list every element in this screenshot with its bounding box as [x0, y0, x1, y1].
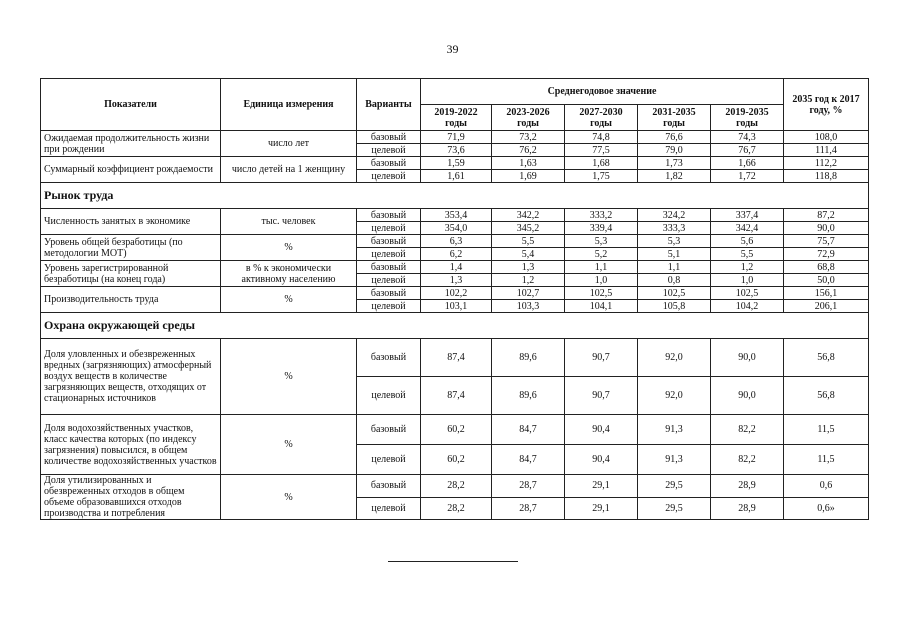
variant-cell: целевой [357, 274, 421, 287]
value-cell: 87,4 [421, 339, 492, 377]
value-cell: 76,2 [492, 144, 565, 157]
value-cell: 6,2 [421, 248, 492, 261]
value-cell: 108,0 [784, 131, 869, 144]
value-cell: 84,7 [492, 445, 565, 475]
value-cell: 56,8 [784, 339, 869, 377]
value-cell: 90,0 [711, 377, 784, 415]
indicator-name: Уровень зарегистрированной безработицы (на конец года) [41, 261, 221, 287]
value-cell: 111,4 [784, 144, 869, 157]
variant-cell: целевой [357, 377, 421, 415]
value-cell: 90,7 [565, 377, 638, 415]
page-number: 39 [446, 42, 459, 56]
value-cell: 1,0 [711, 274, 784, 287]
table-row [41, 415, 869, 445]
value-cell: 28,2 [421, 475, 492, 498]
value-cell: 1,73 [638, 157, 711, 170]
value-cell: 90,0 [711, 339, 784, 377]
value-cell: 353,4 [421, 209, 492, 222]
variant-cell: целевой [357, 222, 421, 235]
table-row [41, 235, 869, 248]
footnote-rule [388, 561, 518, 562]
value-cell: 1,2 [492, 274, 565, 287]
unit-cell: % [221, 287, 357, 313]
value-cell: 90,0 [784, 222, 869, 235]
variant-cell: целевой [357, 170, 421, 183]
value-cell: 75,7 [784, 235, 869, 248]
value-cell: 82,2 [711, 445, 784, 475]
value-cell: 84,7 [492, 415, 565, 445]
value-cell: 102,2 [421, 287, 492, 300]
value-cell: 342,2 [492, 209, 565, 222]
variant-cell: базовый [357, 339, 421, 377]
value-cell: 1,69 [492, 170, 565, 183]
value-cell: 87,2 [784, 209, 869, 222]
value-cell: 5,2 [565, 248, 638, 261]
value-cell: 28,9 [711, 475, 784, 498]
value-cell: 1,3 [421, 274, 492, 287]
value-cell: 11,5 [784, 445, 869, 475]
indicator-name: Уровень общей безработицы (по методологии МОТ) [41, 235, 221, 261]
value-cell: 92,0 [638, 377, 711, 415]
header-variants: Варианты [357, 79, 421, 131]
variant-cell: базовый [357, 209, 421, 222]
value-cell: 1,1 [638, 261, 711, 274]
value-cell: 74,8 [565, 131, 638, 144]
value-cell: 1,68 [565, 157, 638, 170]
value-cell: 1,59 [421, 157, 492, 170]
value-cell: 29,1 [565, 497, 638, 520]
value-cell: 92,0 [638, 339, 711, 377]
table-body [41, 131, 869, 520]
value-cell: 104,2 [711, 300, 784, 313]
value-cell: 0,8 [638, 274, 711, 287]
table-row [41, 261, 869, 274]
value-cell: 104,1 [565, 300, 638, 313]
section-heading: Рынок труда [41, 183, 869, 209]
value-cell: 103,3 [492, 300, 565, 313]
value-cell: 102,7 [492, 287, 565, 300]
variant-cell: целевой [357, 144, 421, 157]
indicator-name: Численность занятых в экономике [41, 209, 221, 235]
value-cell: 89,6 [492, 377, 565, 415]
value-cell: 90,4 [565, 415, 638, 445]
value-cell: 342,4 [711, 222, 784, 235]
value-cell: 28,7 [492, 497, 565, 520]
header-ratio: 2035 год к 2017 году, % [784, 79, 869, 131]
unit-cell: % [221, 415, 357, 475]
header-unit: Единица измерения [221, 79, 357, 131]
variant-cell: базовый [357, 157, 421, 170]
variant-cell: целевой [357, 497, 421, 520]
value-cell: 91,3 [638, 445, 711, 475]
value-cell: 339,4 [565, 222, 638, 235]
value-cell: 1,4 [421, 261, 492, 274]
value-cell: 333,3 [638, 222, 711, 235]
value-cell: 76,6 [638, 131, 711, 144]
indicator-name: Доля утилизированных и обезвреженных отходов в общем объеме образовавшихся отходов производства и потребления [41, 475, 221, 520]
value-cell: 50,0 [784, 274, 869, 287]
value-cell: 28,7 [492, 475, 565, 498]
table-row [41, 131, 869, 144]
value-cell: 103,1 [421, 300, 492, 313]
value-cell: 89,6 [492, 339, 565, 377]
value-cell: 0,6» [784, 497, 869, 520]
header-period: 2019-2022 годы [421, 105, 492, 131]
value-cell: 90,7 [565, 339, 638, 377]
value-cell: 1,63 [492, 157, 565, 170]
value-cell: 74,3 [711, 131, 784, 144]
value-cell: 6,3 [421, 235, 492, 248]
variant-cell: целевой [357, 445, 421, 475]
value-cell: 91,3 [638, 415, 711, 445]
header-period: 2027-2030 годы [565, 105, 638, 131]
value-cell: 102,5 [638, 287, 711, 300]
value-cell: 68,8 [784, 261, 869, 274]
indicator-name: Доля водохозяйственных участков, класс качества которых (по индексу загрязнения) повысился, в общем количестве водохозяйственных участков [41, 415, 221, 475]
header-period: 2023-2026 годы [492, 105, 565, 131]
value-cell: 0,6 [784, 475, 869, 498]
value-cell: 1,2 [711, 261, 784, 274]
value-cell: 29,5 [638, 475, 711, 498]
value-cell: 1,66 [711, 157, 784, 170]
value-cell: 5,3 [565, 235, 638, 248]
header-average: Среднегодовое значение [421, 79, 784, 105]
value-cell: 28,2 [421, 497, 492, 520]
indicator-name: Производительность труда [41, 287, 221, 313]
value-cell: 1,72 [711, 170, 784, 183]
value-cell: 337,4 [711, 209, 784, 222]
table-row [41, 209, 869, 222]
header-indicator: Показатели [41, 79, 221, 131]
variant-cell: целевой [357, 300, 421, 313]
value-cell: 1,1 [565, 261, 638, 274]
value-cell: 82,2 [711, 415, 784, 445]
indicators-table [40, 78, 869, 520]
value-cell: 60,2 [421, 415, 492, 445]
value-cell: 102,5 [711, 287, 784, 300]
unit-cell: % [221, 475, 357, 520]
value-cell: 87,4 [421, 377, 492, 415]
value-cell: 73,6 [421, 144, 492, 157]
variant-cell: целевой [357, 248, 421, 261]
value-cell: 1,82 [638, 170, 711, 183]
value-cell: 5,4 [492, 248, 565, 261]
value-cell: 324,2 [638, 209, 711, 222]
variant-cell: базовый [357, 235, 421, 248]
value-cell: 333,2 [565, 209, 638, 222]
value-cell: 56,8 [784, 377, 869, 415]
indicator-name: Доля уловленных и обезвреженных вредных (загрязняющих) атмосферный воздух веществ в количестве загрязняющих веществ, отходящих от стационарных источников [41, 339, 221, 415]
value-cell: 102,5 [565, 287, 638, 300]
unit-cell: в % к экономически активному населению [221, 261, 357, 287]
value-cell: 5,5 [711, 248, 784, 261]
table-row [41, 339, 869, 377]
variant-cell: базовый [357, 131, 421, 144]
variant-cell: базовый [357, 261, 421, 274]
value-cell: 60,2 [421, 445, 492, 475]
value-cell: 28,9 [711, 497, 784, 520]
value-cell: 72,9 [784, 248, 869, 261]
value-cell: 5,5 [492, 235, 565, 248]
value-cell: 1,61 [421, 170, 492, 183]
value-cell: 156,1 [784, 287, 869, 300]
unit-cell: % [221, 235, 357, 261]
unit-cell: число детей на 1 женщину [221, 157, 357, 183]
table-row [41, 287, 869, 300]
variant-cell: базовый [357, 287, 421, 300]
indicator-name: Суммарный коэффициент рождаемости [41, 157, 221, 183]
value-cell: 5,3 [638, 235, 711, 248]
value-cell: 206,1 [784, 300, 869, 313]
header-period: 2019-2035 годы [711, 105, 784, 131]
value-cell: 29,1 [565, 475, 638, 498]
value-cell: 1,0 [565, 274, 638, 287]
value-cell: 345,2 [492, 222, 565, 235]
value-cell: 90,4 [565, 445, 638, 475]
value-cell: 112,2 [784, 157, 869, 170]
header-period: 2031-2035 годы [638, 105, 711, 131]
value-cell: 11,5 [784, 415, 869, 445]
variant-cell: базовый [357, 475, 421, 498]
value-cell: 76,7 [711, 144, 784, 157]
indicator-name: Ожидаемая продолжительность жизни при рождении [41, 131, 221, 157]
section-heading: Охрана окружающей среды [41, 313, 869, 339]
value-cell: 118,8 [784, 170, 869, 183]
value-cell: 5,6 [711, 235, 784, 248]
variant-cell: базовый [357, 415, 421, 445]
value-cell: 354,0 [421, 222, 492, 235]
value-cell: 1,75 [565, 170, 638, 183]
value-cell: 5,1 [638, 248, 711, 261]
value-cell: 73,2 [492, 131, 565, 144]
table-row [41, 475, 869, 498]
value-cell: 71,9 [421, 131, 492, 144]
unit-cell: % [221, 339, 357, 415]
value-cell: 105,8 [638, 300, 711, 313]
unit-cell: число лет [221, 131, 357, 157]
value-cell: 1,3 [492, 261, 565, 274]
table-row [41, 157, 869, 170]
unit-cell: тыс. человек [221, 209, 357, 235]
value-cell: 77,5 [565, 144, 638, 157]
value-cell: 79,0 [638, 144, 711, 157]
value-cell: 29,5 [638, 497, 711, 520]
